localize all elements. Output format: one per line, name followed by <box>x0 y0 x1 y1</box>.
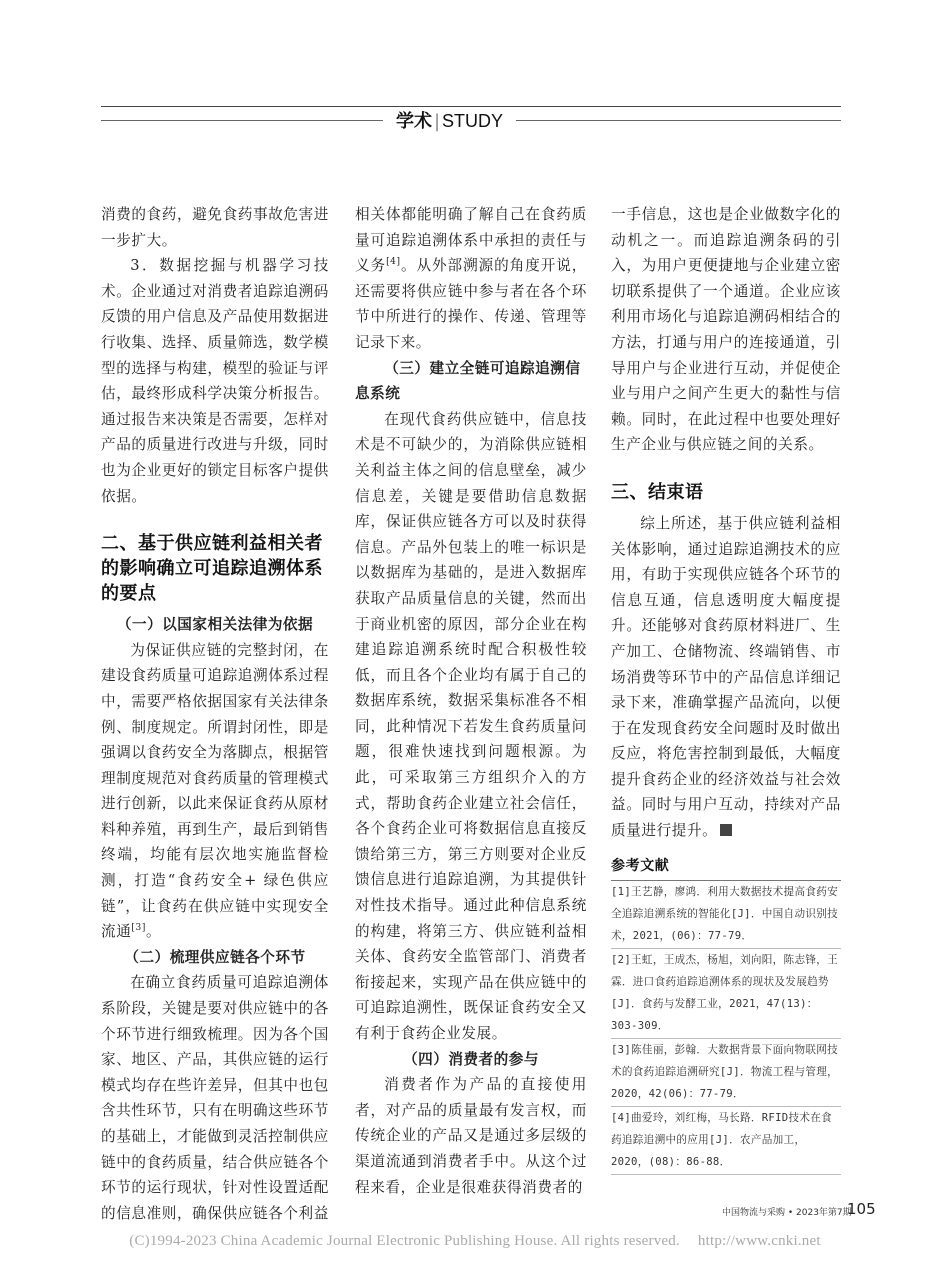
subsection-heading: （一）以国家相关法律为依据 <box>116 616 314 634</box>
copyright-url: http://www.cnki.net <box>697 1233 821 1249</box>
paragraph: 在确立食药质量可追踪追溯体系阶段，关键是要对供应链中的各个环节进行细致梳理。因为各个国家、地区、产品，其供应链的运行模式均存在些许差异，但其中也包含共性环节，只有在明确这些环节的基础上，才能做到灵活控制供应链中的食药质量，结合供应链各个环节的运行现状，针对性设置适配的信息准则，确保供应链各个利益 <box>101 974 329 1222</box>
header-divider-left <box>101 120 383 121</box>
paragraph: 在现代食药供应链中，信息技术是不可缺少的，为消除供应链相关利益主体之间的信息壁垒，减少信息差，关键是要借助信息数据库，保证供应链各方可以及时获得信息。产品外包装上的唯一标识是以数据库为基础的，是进入数据库获取产品质量信息的关键，然而出于商业机密的原因，部分企业在构建追踪追溯系统时配合积极性较低，而且各个企业均有属于自己的数据库系统，数据采集标准各不相同，此种情况下若发生食药质量问题，很难快速找到问题根源。为此，可采取第三方组织介入的方式，帮助食药企业建立社会信任，各个食药企业可将数据信息直接反馈给第三方，第三方则要对企业反馈信息进行追踪追溯，为其提供针对性技术指导。通过此种信息系统的构建，将第三方、供应链利益相关体、食药安全监管部门、消费者衔接起来，实现产品在供应链中的可追踪追溯性，既保证食药安全又有利于食药企业发展。 <box>355 410 587 1042</box>
reference-item: [1]王艺静，廖鸿．利用大数据技术提高食药安全追踪追溯系统的智能化[J]．中国自动识别技术，2021，(06)：77-79． <box>611 881 841 949</box>
section-label-separator: | <box>433 111 441 132</box>
paragraph: 消费的食药，避免食药事故危害进一步扩大。 <box>101 206 329 249</box>
header-top-rule <box>101 106 841 107</box>
header-divider-right <box>516 120 841 121</box>
reference-item: [4]曲爱玲，刘红梅，马长路．RFID技术在食药追踪追溯中的应用[J]．农产品加工，2020，(08)：86-88． <box>611 1107 841 1175</box>
paragraph-text: 相关体都能明确了解自己在食药质量可追踪追溯体系中承担的责任与义务 <box>355 206 587 275</box>
paragraph: 一手信息，这也是企业做数字化的动机之一。而追踪追溯条码的引入，为用户更便捷地与企业建立密切联系提供了一个通道。企业应该利用市场化与追踪追溯码相结合的方法，打通与用户的连接通道，引导用户与企业进行互动，并促使企业与用户之间产生更大的黏性与信赖。同时，在此过程中也要处理好生产企业与供应链之间的关系。 <box>611 206 841 454</box>
column-3 <box>611 202 841 1175</box>
subsection-heading: （三）建立全链可追踪追溯信息系统 <box>355 359 581 403</box>
references-title: 参考文献 <box>611 857 670 874</box>
page-footer <box>722 1199 876 1221</box>
copyright-text: (C)1994-2023 China Academic Journal Electronic Publishing House. All rights reserved. <box>129 1233 680 1249</box>
paragraph: 3．数据挖掘与机器学习技术。企业通过对消费者追踪追溯码反馈的用户信息及产品使用数据进行收集、选择、质量筛选，数学模型的选择与构建，模型的验证与评估，最终形成科学决策分析报告。通过报告来决策是否需要，怎样对产品的质量进行改进与升级，同时也为企业更好的锁定目标客户提供依据。 <box>101 257 329 505</box>
subsection-heading: （四）消费者的参与 <box>403 1050 539 1068</box>
reference-item: [2]王虹，王成杰，杨旭，刘向阳，陈志锋，王霖．进口食药追踪追溯体系的现状及发展趋势[J]．食药与发酵工业，2021，47(13)：303-309． <box>611 949 841 1039</box>
section-label-en: STUDY <box>442 111 504 131</box>
copyright-line <box>0 1233 950 1250</box>
reference-item: [3]陈佳丽，彭翰．大数据背景下面向物联网技术的食药追踪追溯研究[J]．物流工程与管理，2020，42(06)：77-79． <box>611 1039 841 1107</box>
paragraph <box>611 511 841 844</box>
paragraph: 消费者作为产品的直接使用者，对产品的质量最有发言权，而传统企业的产品又是通过多层级的渠道流通到消费者手中。从这个过程来看，企业是很难获得消费者的 <box>355 1076 587 1196</box>
column-2 <box>355 202 587 1200</box>
paragraph-text: 为保证供应链的完整封闭，在建设食药质量可追踪追溯体系过程中，需要严格依据国家有关法律条例、制度规定。所谓封闭性，即是强调以食药安全为落脚点，根据管理制度规范对食药质量的管理模式进行创新，以此来保证食药从原材料种养殖，再到生产，最后到销售终端，均能有层次地实施监督检测，打造“食药安全+ 绿色供应链”，让食药在供应链中实现安全流通 <box>101 641 329 941</box>
section-heading: 三、结束语 <box>611 481 704 503</box>
paragraph <box>355 202 587 356</box>
paragraph-text: 综上所述，基于供应链利益相关体影响，通过追踪追溯技术的应用，有助于实现供应链各个环节的信息互通，信息透明度大幅度提升。还能够对食药原材料进厂、生产加工、仓储物流、终端销售、市场消费等环节中的产品信息详细记录下来，准确掌握产品流向，以便于在发现食药安全问题时及时做出反应，将危害控制到最低，大幅度提升食药企业的经济效益与社会效益。同时与用户互动，持续对产品质量进行提升。 <box>611 514 841 840</box>
citation-marker: [3] <box>131 923 146 934</box>
section-label-cn: 学术 <box>395 111 432 132</box>
end-of-article-icon <box>720 824 732 836</box>
column-1 <box>101 202 329 1226</box>
page-number: 105 <box>847 1200 876 1218</box>
subsection-heading: （二）梳理供应链各个环节 <box>124 948 306 966</box>
references-list <box>611 880 841 1175</box>
section-label <box>383 109 516 134</box>
paragraph <box>101 638 329 945</box>
paragraph-end: 。从外部溯源的角度开说，还需要将供应链中参与者在各个环节中所进行的操作、传递、管理等记录下来。 <box>355 257 587 351</box>
journal-name: 中国物流与采购 • 2023年第7期 <box>722 1208 852 1218</box>
section-heading: 二、基于供应链利益相关者的影响确立可追踪追溯体系的要点 <box>101 533 323 605</box>
citation-marker: [4] <box>386 257 401 268</box>
paragraph-end: 。 <box>145 923 162 941</box>
